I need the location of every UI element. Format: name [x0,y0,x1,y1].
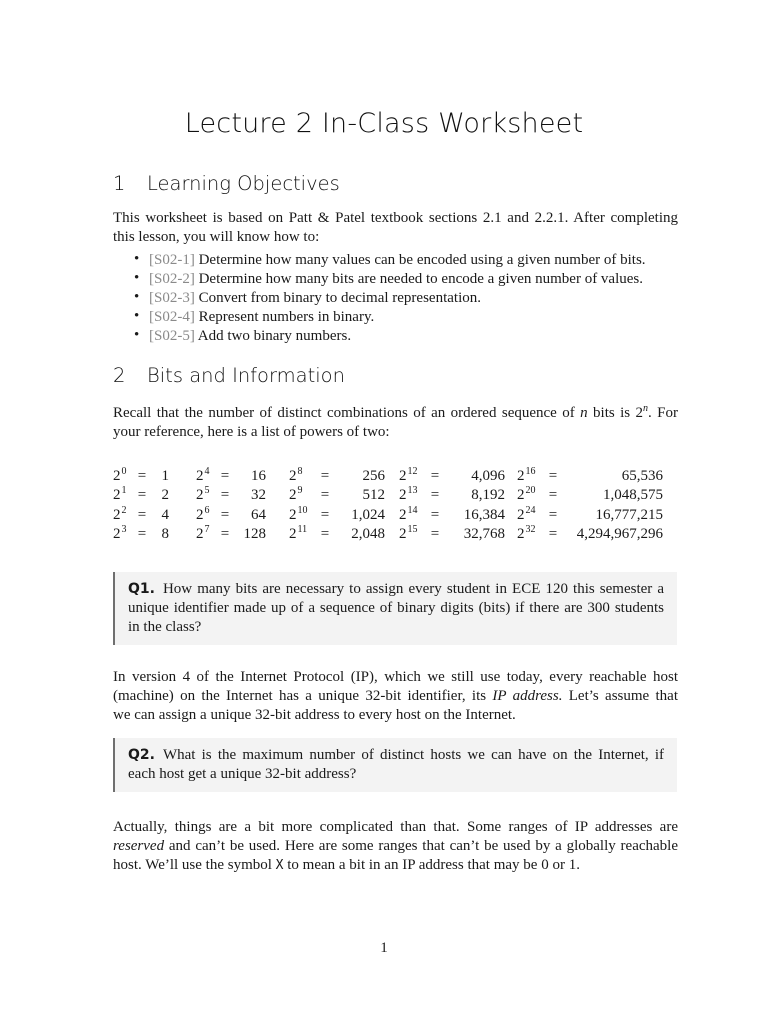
reserved-line [113,837,678,856]
power-exponent: 12 [407,466,418,477]
objective-text: Determine how many values can be encoded using a given number of bits. [198,252,646,268]
power-entry [517,523,663,545]
text-run: Recall that the number of distinct combinations of an ordered sequence of [113,405,581,421]
equals-sign: = [548,468,558,484]
base-digit: 2 [113,468,121,484]
question-line: unique identifier made up of a sequence of binary digits (bits) if there are 300 students [128,600,664,616]
equals-sign: = [320,487,330,504]
equals-sign: = [430,468,440,484]
power-base [113,487,135,504]
power-entry [517,468,663,487]
power-exponent: 4 [204,466,210,477]
ip-line: we can assign a unique 32-bit address to every host on the Internet. [113,707,516,723]
power-exponent: 7 [204,523,210,535]
objective-text: Convert from binary to decimal representation. [198,290,481,306]
objective-item [133,308,646,327]
equals-sign: = [137,468,147,484]
objective-code: [S02-5] [149,328,195,344]
objectives-list [133,251,646,346]
base-digit: 2 [289,525,297,542]
variable-n: n [580,405,588,421]
power-base [196,468,218,485]
exponent-n: n [643,403,649,414]
ip-paragraph [113,668,678,725]
power-base [399,487,425,504]
power-exponent: 20 [525,485,536,497]
text-run: (machine) on the Internet has a unique 32-bit identifier, its [113,688,493,704]
emphasis-reserved: reserved [113,838,165,854]
power-base [113,468,135,485]
power-base [196,523,218,543]
power-value: 32,768 [463,525,505,542]
emphasis-ip-address: IP address. [492,688,563,704]
power-entry [113,487,169,506]
equals-sign: = [220,487,230,504]
power-base [399,468,425,485]
power-base [196,487,218,504]
text-run: and can’t be used. Here are some ranges that can’t be used by a globally reachable [164,838,678,854]
powers-column [289,468,385,545]
power-value: 16,384 [463,506,505,523]
question-line [128,580,664,599]
powers-column [113,468,169,545]
equals-sign: = [548,506,558,523]
power-value: 2 [161,487,169,504]
power-exponent: 5 [204,485,210,497]
power-value: 4,096 [471,468,505,484]
power-base [517,523,543,543]
base-digit: 2 [196,468,204,484]
equals-sign: = [430,525,440,542]
ip-line [113,687,678,706]
base-digit: 2 [289,506,297,523]
power-value: 64 [251,506,266,523]
base-digit: 2 [196,487,204,504]
text-run: bits is 2 [587,405,644,421]
base-digit: 2 [517,525,525,542]
power-value: 1 [161,468,169,484]
question-text: What is the maximum number of distinct hosts we can have on the Internet, if [162,747,664,763]
power-exponent: 6 [204,504,210,516]
objective-text: Represent numbers in binary. [198,309,375,325]
section-title: Bits and Information [147,364,345,387]
power-entry [517,504,663,526]
power-base [289,487,315,504]
base-digit: 2 [196,525,204,542]
power-value: 8 [161,525,169,542]
power-value: 4 [161,506,169,523]
base-digit: 2 [399,468,407,484]
question-line [128,746,664,765]
question-label: Q1. [128,581,155,597]
equals-sign: = [548,525,558,542]
base-digit: 2 [517,487,525,504]
objective-item [133,251,646,270]
power-exponent: 14 [407,504,418,516]
power-value: 4,294,967,296 [576,525,663,542]
powers-column [517,468,663,545]
equals-sign: = [220,525,230,542]
base-digit: 2 [399,487,407,504]
powers-column [399,468,505,545]
objective-text: Add two binary numbers. [197,328,352,344]
power-entry [196,487,266,506]
power-value: 512 [362,487,385,504]
power-base [517,504,543,524]
power-exponent: 2 [121,504,127,516]
reserved-line [113,856,678,875]
text-run: host. We’ll use the symbol [113,857,276,873]
power-base [289,504,315,524]
base-digit: 2 [113,525,121,542]
power-exponent: 13 [407,485,418,497]
intro-line: this lesson, you will know how to: [113,229,320,245]
objective-item [133,289,646,308]
question-text: How many bits are necessary to assign every student in ECE 120 this semester a [162,581,664,597]
power-value: 16,777,215 [595,506,663,523]
objective-text: Determine how many bits are needed to encode a given number of values. [198,271,644,287]
text-run: to mean a bit in an IP address that may be 0 or 1. [283,857,580,873]
power-entry [289,523,385,545]
text-run: Let’s assume that [562,688,679,704]
equals-sign: = [220,468,230,484]
power-exponent: 10 [297,504,308,516]
objective-code: [S02-4] [149,309,195,325]
section-heading-objectives [113,172,340,195]
power-entry [113,523,169,545]
equals-sign: = [548,487,558,504]
power-value: 16 [251,468,266,484]
equals-sign: = [137,525,147,542]
section-heading-bits [113,364,345,387]
power-value: 2,048 [351,525,385,542]
power-exponent: 24 [525,504,536,516]
bits-intro-line [113,399,678,423]
power-exponent: 8 [297,466,303,477]
power-entry [196,504,266,526]
objective-item [133,327,646,346]
power-base [517,468,543,485]
power-base [196,504,218,524]
power-entry [113,504,169,526]
equals-sign: = [137,487,147,504]
question-box-q2 [113,738,677,792]
page-number: 1 [380,940,388,956]
power-exponent: 9 [297,485,303,497]
equals-sign: = [430,506,440,523]
power-entry [399,504,505,526]
base-digit: 2 [399,525,407,542]
code-symbol-x: X [275,858,284,873]
power-exponent: 32 [525,523,536,535]
equals-sign: = [320,468,330,484]
section-number: 1 [113,172,126,195]
power-exponent: 3 [121,523,127,535]
bits-intro-line: your reference, here is a list of powers of two: [113,424,390,440]
power-base [399,504,425,524]
objective-item [133,270,646,289]
equals-sign: = [320,525,330,542]
reserved-line: Actually, things are a bit more complicated than that. Some ranges of IP addresses are [113,819,678,835]
question-line: each host get a unique 32-bit address? [128,766,357,782]
objective-code: [S02-1] [149,252,195,268]
power-value: 32 [251,487,266,504]
reserved-paragraph [113,818,678,875]
intro-paragraph [113,209,678,247]
power-entry [289,504,385,526]
power-exponent: 11 [297,523,308,535]
question-box-q1 [113,572,677,645]
objective-code: [S02-3] [149,290,195,306]
power-base [517,487,543,504]
power-entry [517,487,663,506]
power-value: 128 [243,525,266,542]
equals-sign: = [220,506,230,523]
power-entry [399,487,505,506]
ip-line: In version 4 of the Internet Protocol (IP), which we still use today, every reachable host [113,669,678,685]
base-digit: 2 [289,487,297,504]
power-exponent: 16 [525,466,536,477]
power-base [289,523,315,543]
power-exponent: 0 [121,466,127,477]
powers-column [196,468,266,545]
power-base [113,523,135,543]
power-value: 1,024 [351,506,385,523]
section-number: 2 [113,364,126,387]
power-value: 65,536 [621,468,663,484]
base-digit: 2 [289,468,297,484]
power-entry [289,468,385,487]
question-line: in the class? [128,619,202,635]
power-base [289,468,315,485]
power-base [113,504,135,524]
equals-sign: = [137,506,147,523]
power-value: 1,048,575 [603,487,663,504]
base-digit: 2 [113,487,121,504]
base-digit: 2 [517,506,525,523]
power-exponent: 1 [121,485,127,497]
base-digit: 2 [399,506,407,523]
equals-sign: = [320,506,330,523]
question-label: Q2. [128,747,155,763]
text-run: . For [648,405,679,421]
page-title: Lecture 2 In-Class Worksheet [184,108,584,139]
power-base [399,523,425,543]
power-value: 256 [362,468,385,484]
base-digit: 2 [196,506,204,523]
objective-code: [S02-2] [149,271,195,287]
base-digit: 2 [517,468,525,484]
intro-line: This worksheet is based on Patt & Patel textbook sections 2.1 and 2.2.1. After completing [113,210,678,226]
section-title: Learning Objectives [147,172,340,195]
equals-sign: = [430,487,440,504]
bits-intro-paragraph [113,399,678,442]
power-value: 8,192 [471,487,505,504]
power-entry [196,523,266,545]
power-entry [399,523,505,545]
base-digit: 2 [113,506,121,523]
power-entry [289,487,385,506]
power-exponent: 15 [407,523,418,535]
